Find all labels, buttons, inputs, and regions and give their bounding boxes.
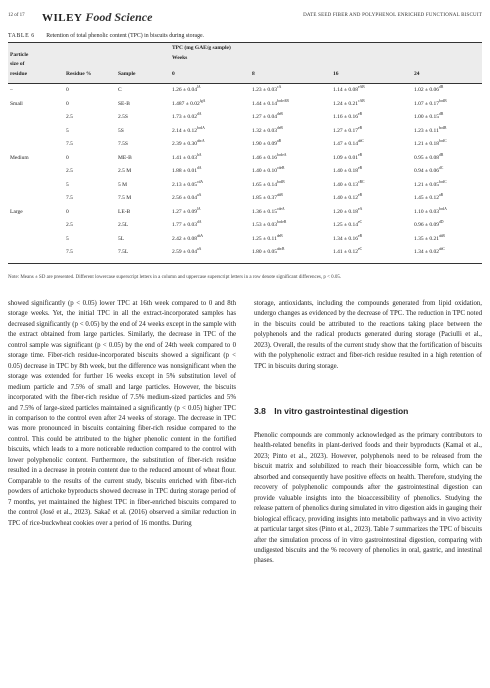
- header-weeks: Weeks: [172, 55, 188, 61]
- table-cell: 0: [66, 87, 69, 93]
- table-cell: 5: [66, 127, 69, 134]
- publisher-logo: WILEY: [42, 12, 83, 24]
- table-cell: –: [10, 87, 13, 93]
- table-cell: $1.20 \pm 0.18^{eA}$: [333, 206, 363, 215]
- table-cell: 2.5L: [118, 222, 129, 228]
- table-cell: $1.85 \pm 0.37^{abB}$: [252, 193, 283, 201]
- table-top-rule: [8, 42, 482, 43]
- table-cell: $1.23 \pm 0.03^{cA}$: [252, 85, 282, 93]
- table-cell: 7.5: [66, 195, 73, 201]
- header-particle-3: residue: [10, 71, 28, 77]
- table-cell: $1.88 \pm 0.01^{dA}$: [172, 166, 202, 174]
- table-cell: $1.26 \pm 0.04^{lA}$: [172, 85, 201, 93]
- table-cell: $1.40 \pm 0.13^{cBC}$: [333, 179, 365, 188]
- table-cell: $1.21 \pm 0.05^{bcdC}$: [414, 179, 447, 188]
- paragraph: storage, antioxidants, including the compounds generated from lipid oxidation, undergo changes as evidenced by the decrease of TPC. The reduction in TPC noted in the biscuits could be attributed to the reactions taking place between the polyphenols and the radical products generated during storage (Paciulli et al., 2023). Overall, the results of the current study show that the fortification of biscuits with the polyphenolic extract and fiber-rich residue resulted in a high retention of TPC in biscuits during storage.: [254, 300, 482, 370]
- table-cell: $1.14 \pm 0.08^{eAB}$: [333, 85, 365, 93]
- table-cell: $2.39 \pm 0.30^{abcA}$: [172, 139, 205, 147]
- table-cell: $1.27 \pm 0.09^{lA}$: [172, 206, 201, 215]
- page-number: 12 of 17: [8, 13, 25, 18]
- table-cell: 7.5: [66, 249, 73, 255]
- table-cell: $1.16 \pm 0.16^{eB}$: [333, 112, 363, 120]
- table-cell: ME-B: [118, 154, 132, 161]
- table-cell: $1.07 \pm 0.17^{bcdB}$: [414, 98, 447, 107]
- table-cell: 7.5S: [118, 141, 128, 147]
- table-cell: 5 M: [118, 181, 128, 188]
- table-cell: $1.23 \pm 0.11^{bcdB}$: [414, 125, 447, 134]
- body-column-left: [8, 299, 236, 529]
- table-cell: $2.13 \pm 0.05^{cdA}$: [172, 179, 204, 188]
- table-cell: $1.40 \pm 0.12^{eB}$: [333, 193, 363, 201]
- table-cell: $1.21 \pm 0.18^{bcdC}$: [414, 139, 447, 147]
- table-caption: [8, 33, 204, 39]
- table-cell: $2.14 \pm 0.12^{bcdA}$: [172, 125, 205, 134]
- table-cell: $1.27 \pm 0.04^{deB}$: [252, 112, 283, 120]
- table-caption-text: Retention of total phenolic content (TPC) in biscuits during storage.: [46, 33, 204, 39]
- table-cell: $1.24 \pm 0.21^{cAB}$: [333, 98, 365, 107]
- journal-logo: [42, 8, 152, 26]
- table-cell: 7.5L: [118, 249, 129, 255]
- table-cell: $1.34 \pm 0.16^{eB}$: [333, 233, 363, 242]
- table-cell: Medium: [10, 154, 29, 161]
- table-cell: $1.73 \pm 0.02^{dA}$: [172, 112, 202, 120]
- section-title: In vitro gastrointestinal digestion: [274, 406, 409, 416]
- table-bottom-rule: [8, 263, 482, 264]
- table-cell: Small: [10, 100, 23, 107]
- header-week-16: 16: [333, 71, 339, 77]
- table-cell: 2.5: [66, 222, 73, 228]
- table-cell: $0.96 \pm 0.09^{dD}$: [414, 220, 444, 228]
- table-cell: $1.36 \pm 0.15^{cdeA}$: [252, 206, 285, 215]
- table-cell: 5S: [118, 127, 124, 134]
- table-cell: $1.47 \pm 0.14^{abC}$: [333, 139, 364, 147]
- table-cell: $1.02 \pm 0.06^{dB}$: [414, 85, 444, 93]
- table-cell: 5L: [118, 235, 125, 242]
- header-particle-1: Particle: [10, 52, 29, 58]
- table-cell: $0.94 \pm 0.06^{dC}$: [414, 166, 444, 174]
- table-cell: $1.40 \pm 0.18^{eB}$: [333, 166, 363, 174]
- table-cell: 0: [66, 100, 69, 107]
- header-week-8: 8: [252, 71, 255, 77]
- table-cell: 5: [66, 181, 69, 188]
- table-cell: $1.10 \pm 0.03^{bcdA}$: [414, 206, 447, 215]
- table-cell: Large: [10, 208, 23, 215]
- table-cell: $1.44 \pm 0.14^{bcdeAB}$: [252, 98, 289, 107]
- journal-name: Food Science: [85, 10, 153, 24]
- table-cell: $1.25 \pm 0.11^{deB}$: [252, 233, 283, 242]
- table-cell: 2.5: [66, 114, 73, 120]
- table-header-rule: [8, 83, 482, 84]
- table-cell: $1.65 \pm 0.14^{bcdB}$: [252, 179, 285, 188]
- table-cell: 7.5 M: [118, 195, 132, 201]
- table-cell: $1.40 \pm 0.10^{cdeB}$: [252, 166, 285, 174]
- table-cell: $2.59 \pm 0.04^{aA}$: [172, 247, 202, 255]
- body-column-right-bottom: [254, 431, 482, 567]
- table-cell: $1.41 \pm 0.03^{hA}$: [172, 152, 202, 161]
- table-cell: $1.00 \pm 0.15^{dB}$: [414, 112, 444, 120]
- table-cell: $0.95 \pm 0.08^{dB}$: [414, 152, 444, 161]
- table-cell: $1.77 \pm 0.03^{dA}$: [172, 220, 202, 228]
- table-cell: $1.41 \pm 0.12^{eC}$: [333, 247, 363, 255]
- table-cell: 2.5: [66, 168, 73, 174]
- header-tpc-group: TPC (mg GAE/g sample): [172, 45, 231, 51]
- section-number: 3.8: [254, 406, 266, 416]
- table-cell: SE-B: [118, 100, 130, 107]
- table-cell: $1.09 \pm 0.01^{eB}$: [333, 152, 363, 161]
- body-column-right-top: [254, 299, 482, 372]
- table-cell: $1.45 \pm 0.12^{aB}$: [414, 193, 444, 201]
- table-cell: $1.34 \pm 0.02^{abC}$: [414, 247, 445, 255]
- table-cell: $2.42 \pm 0.08^{abA}$: [172, 233, 204, 242]
- table-cell: 7.5: [66, 141, 73, 147]
- table-cell: C: [118, 87, 122, 93]
- header-sample: Sample: [118, 71, 136, 77]
- section-heading: [254, 406, 408, 416]
- header-week-0: 0: [172, 71, 175, 77]
- table-cell: $1.32 \pm 0.03^{deB}$: [252, 125, 283, 134]
- table-cell: $1.25 \pm 0.14^{eC}$: [333, 220, 363, 228]
- table-cell: $1.90 \pm 0.09^{aB}$: [252, 139, 282, 147]
- table-cell: $1.46 \pm 0.16^{bcdeA}$: [252, 152, 287, 161]
- paragraph: showed significantly (p < 0.05) lower TPC at 16th week compared to 0 and 8th storage weeks. Yet, the initial TPC in all the extract-incorporated samples has decreased significantly (p < 0.05) by the end of 24 weeks except in the sample with the extract obtained from large particles. Similarly, the decrease in TPC of the control sample was significant (p < 0.05) by the end of 24th week compared to 0 storage time. Fiber-rich residue-incorporated biscuits showed a significant (p < 0.05) decrease in TPC by 8th week, but the difference was nonsignificant when the storage was extended for further 16 weeks except in 5% substitution level of medium particle and 7.5% of small and large particles. However, the biscuits incorporated with the fiber-rich residue of 7.5% medium-sized particles and 5% and 7.5% of large-sized particles maintained a significantly (p < 0.05) higher TPC in comparison to the control even after 24 weeks of storage. The decrease in TPC was more pronounced in biscuits containing fiber-rich residue compared to the control. This could be attributed to the higher phenolic content in the fortified biscuits, which leads to a more noticeable reduction compared to the control with lower polyphenolic content. Furthermore, the substitution of fiber-rich residue resulted in a decrease in protein content due to the reduced amount of wheat flour. Comparable to the results of the current study, biscuits enriched with fiber-rich powders of artichoke byproducts showed decrease in TPC during storage period of 7 months, yet maintained the highest TPC in fiber-enriched biscuits compared to the control (José et al., 2023). Sakač et al. (2016) observed a similar reduction in TPC of rice-buckwheat cookies over a period of 16 months. During: [8, 300, 236, 527]
- header-particle-2: size of: [10, 61, 25, 67]
- table-cell: 2.5 M: [118, 168, 132, 174]
- table-cell: 2.5S: [118, 114, 128, 120]
- table-cell: 5: [66, 235, 69, 242]
- table-cell: LE-B: [118, 208, 131, 215]
- running-title: DATE SEED FIBER AND POLYPHENOL ENRICHED FUNCTIONAL BISCUIT: [303, 13, 482, 18]
- table-cell: $2.56 \pm 0.04^{aA}$: [172, 193, 202, 201]
- table-cell: 0: [66, 154, 69, 161]
- page-header: [8, 8, 482, 24]
- table-cell: $1.487 \pm 0.02^{fgA}$: [172, 98, 206, 107]
- table-cell: $1.35 \pm 0.21^{abB}$: [414, 233, 445, 242]
- header-week-24: 24: [414, 71, 420, 77]
- table-cell: $1.80 \pm 0.05^{abcB}$: [252, 247, 285, 255]
- header-residue: Residue %: [66, 71, 92, 77]
- table-cell: $1.53 \pm 0.03^{bcdeB}$: [252, 220, 287, 228]
- table-note: Note: Means ± SD are presented. Different lowercase superscript letters in a column and uppercase superscript letters in a row denote significant differences, p < 0.05.: [8, 275, 342, 280]
- table-cell: $1.27 \pm 0.17^{eB}$: [333, 125, 363, 134]
- table-cell: 0: [66, 208, 69, 215]
- paragraph: Phenolic compounds are commonly acknowledged as the primary contributors to health-related benefits in plant-derived foods and their byproducts (Kamal et al., 2023; Pinto et al., 2023). However, polyphenols need to be released from the biscuit matrix and solubilized to reach their bioaccessible form, which can be absorbed and consequently have positive effects on health. Therefore, studying the recovery of polyphenolic compounds after the gastrointestinal digestion can provide valuable insights into the bioaccessibility of phenolics. Studying the release pattern of phenolics during simulated in vitro digestion aids in gauging their biological efficacy, providing insights into metabolic pathways and in vivo activity at particular target sites (Pinto et al., 2023). Table 7 summarizes the TPC of biscuits after the simulation process of in vitro gastrointestinal digestion, comparing with undigested biscuits and the % recovery of phenolics in oral, gastric, and intestinal phases.: [254, 432, 482, 565]
- table-label: TABLE 6: [8, 33, 35, 39]
